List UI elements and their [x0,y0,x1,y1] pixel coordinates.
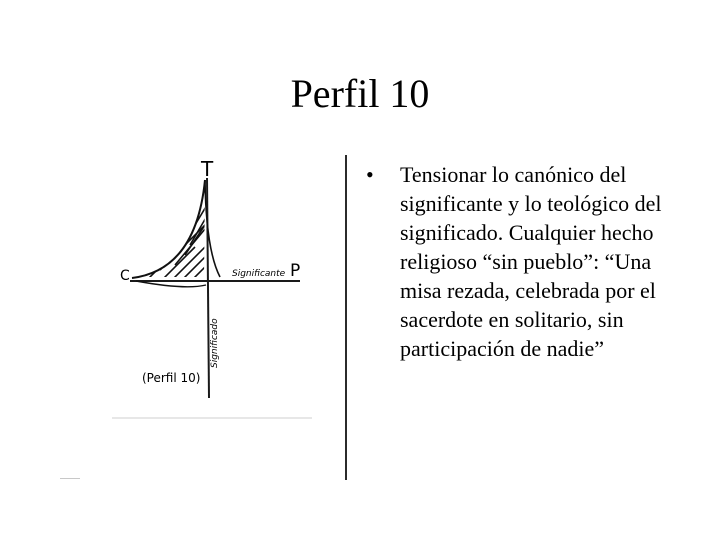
profile-diagram [100,150,335,425]
label-top-t: T [201,157,214,181]
label-right-p: P [290,261,301,281]
axis-label-significante: Significante [232,269,286,279]
axis-label-significado: Significado [210,318,220,368]
label-left-c: C [120,268,130,284]
vertical-divider [345,155,347,480]
vertical-axis [207,178,209,398]
bullet-list [366,160,666,363]
corner-mark [60,478,80,479]
bullet-text: Tensionar lo canónico del significante y lo teológico del significado. Cualquier hecho religioso “sin pueblo”: “Una misa rezada, celebrada por el sacerdote en solitario, sin participación de nadie” [400,162,662,361]
slide-title: Perfil 10 [290,71,430,116]
hatched-area [120,175,230,302]
profile-curve [132,180,205,278]
bullet-item [366,160,666,363]
diagram-caption: (Perfil 10) [142,371,201,385]
bullet-symbol: • [366,162,374,187]
